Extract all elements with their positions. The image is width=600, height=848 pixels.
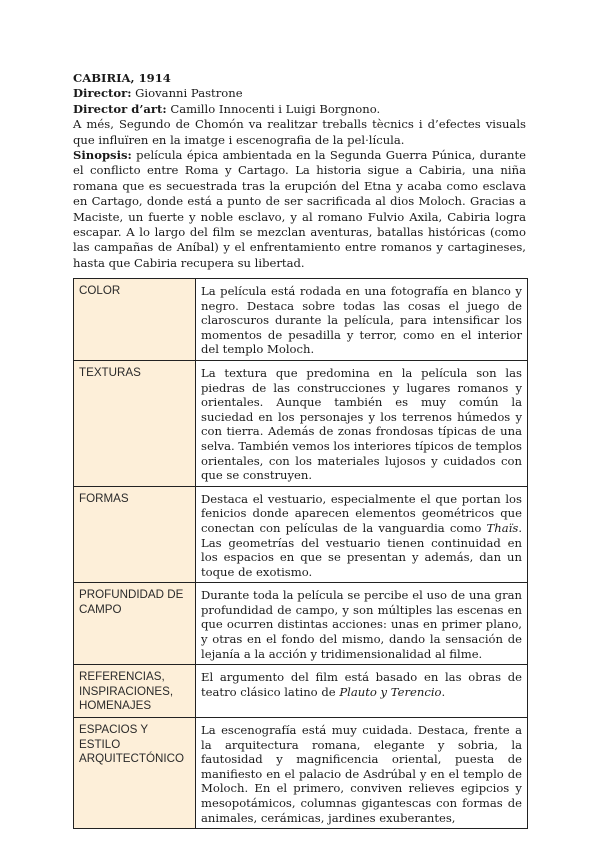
formas-text-end: . Las geometrías del vestuario tienen continuidad en los espacios en que se presentan y además, dan un toque de exotismo. <box>201 520 522 579</box>
table-row <box>74 583 528 665</box>
extra-credits: A més, Segundo de Chomón va realitzar treballs tècnics i d’efectes visuals que influïren en la imatge i escenografia de la pel·lícula. <box>73 117 526 147</box>
film-title-text: CABIRIA, 1914 <box>73 71 171 85</box>
synopsis-text: película épica ambientada en la Segunda Guerra Púnica, durante el conflicto entre Roma y Cartago. La historia sigue a Cabiria, una niña romana que es secuestrada tras la erupción del Etna y acaba como esclava en Cartago, donde está a punto de ser sacrificada al dios Moloch. Gracias a Maciste, un fuerte y noble esclavo, y al romano Fulvio Axila, Cabiria logra escapar. A lo largo del film se mezclan aventuras, batallas históricas (como las campañas de Aníbal) y el enfrentamiento entre romanos y cartagineses, hasta que Cabiria recupera su libertad. <box>73 148 526 270</box>
director-label: Director: <box>73 86 132 101</box>
formas-text-start: Destaca el vestuario, especialmente el que portan los fenicios donde aparecen elementos geométricos que conectan con películas de la vanguardia como <box>201 491 522 535</box>
table-row <box>74 718 528 829</box>
row-label-color: COLOR <box>74 279 196 361</box>
synopsis-label: Sinopsis: <box>73 148 132 163</box>
row-text-color: La película está rodada en una fotografía en blanco y negro. Destaca sobre todas las cosas el juego de claroscuros durante la película, para intensificar los momentos de pesadilla y terror, como en el interior del templo Moloch. <box>196 279 528 361</box>
art-director-value: Camillo Innocenti i Luigi Borgnono. <box>166 101 381 116</box>
referencias-authors: Plauto y Terencio <box>339 684 442 699</box>
film-title <box>73 71 526 86</box>
formas-film-title: Thaïs <box>486 520 519 535</box>
table-row <box>74 360 528 486</box>
row-label-texturas: TEXTURAS <box>74 360 196 486</box>
row-text-texturas: La textura que predomina en la película son las piedras de las construcciones y lugares romanos y orientales. Aunque también es muy común la suciedad en los personajes y los terrenos húmedos y con tierra. Además de zonas frondosas típicas de una selva. También vemos los interiores típicos de templos orientales, con los materiales lujosos y cuidados con que se construyen. <box>196 360 528 486</box>
director-line <box>73 86 526 101</box>
row-label-formas: FORMAS <box>74 486 196 583</box>
analysis-table <box>73 278 528 829</box>
table-row <box>74 279 528 361</box>
table-row <box>74 486 528 583</box>
referencias-text-start: El argumento del film está basado en las obras de teatro clásico latino de <box>201 670 522 699</box>
row-text-profundidad: Durante toda la película se percibe el uso de una gran profundidad de campo, y son múltiples las escenas en que ocurren distintas acciones: unas en primer plano, y otras en el fondo del mismo, dando la sensación de lejanía a la acción y tridimensionalidad al filme. <box>196 583 528 665</box>
row-text-referencias <box>196 665 528 718</box>
row-text-formas <box>196 486 528 583</box>
film-header <box>73 71 526 271</box>
table-row <box>74 665 528 718</box>
row-label-profundidad: PROFUNDIDAD DE CAMPO <box>74 583 196 665</box>
row-label-espacios: ESPACIOS Y ESTILO ARQUITECTÓNICO <box>74 718 196 829</box>
referencias-text-end: . <box>441 684 446 699</box>
synopsis <box>73 148 526 271</box>
row-text-espacios: La escenografía está muy cuidada. Destaca, frente a la arquitectura romana, elegante y sobria, la fautosidad y magnificencia oriental, puesta de manifiesto en el palacio de Asdrúbal y en el templo de Moloch. En el primero, conviven relieves egipcios y mesopotámicos, columnas gigantescas con formas de animales, cerámicas, jardines exuberantes, <box>196 718 528 829</box>
row-label-referencias: REFERENCIAS, INSPIRACIONES, HOMENAJES <box>74 665 196 718</box>
art-director-line <box>73 102 526 117</box>
director-value: Giovanni Pastrone <box>131 86 243 101</box>
art-director-label: Director d’art: <box>73 101 167 116</box>
